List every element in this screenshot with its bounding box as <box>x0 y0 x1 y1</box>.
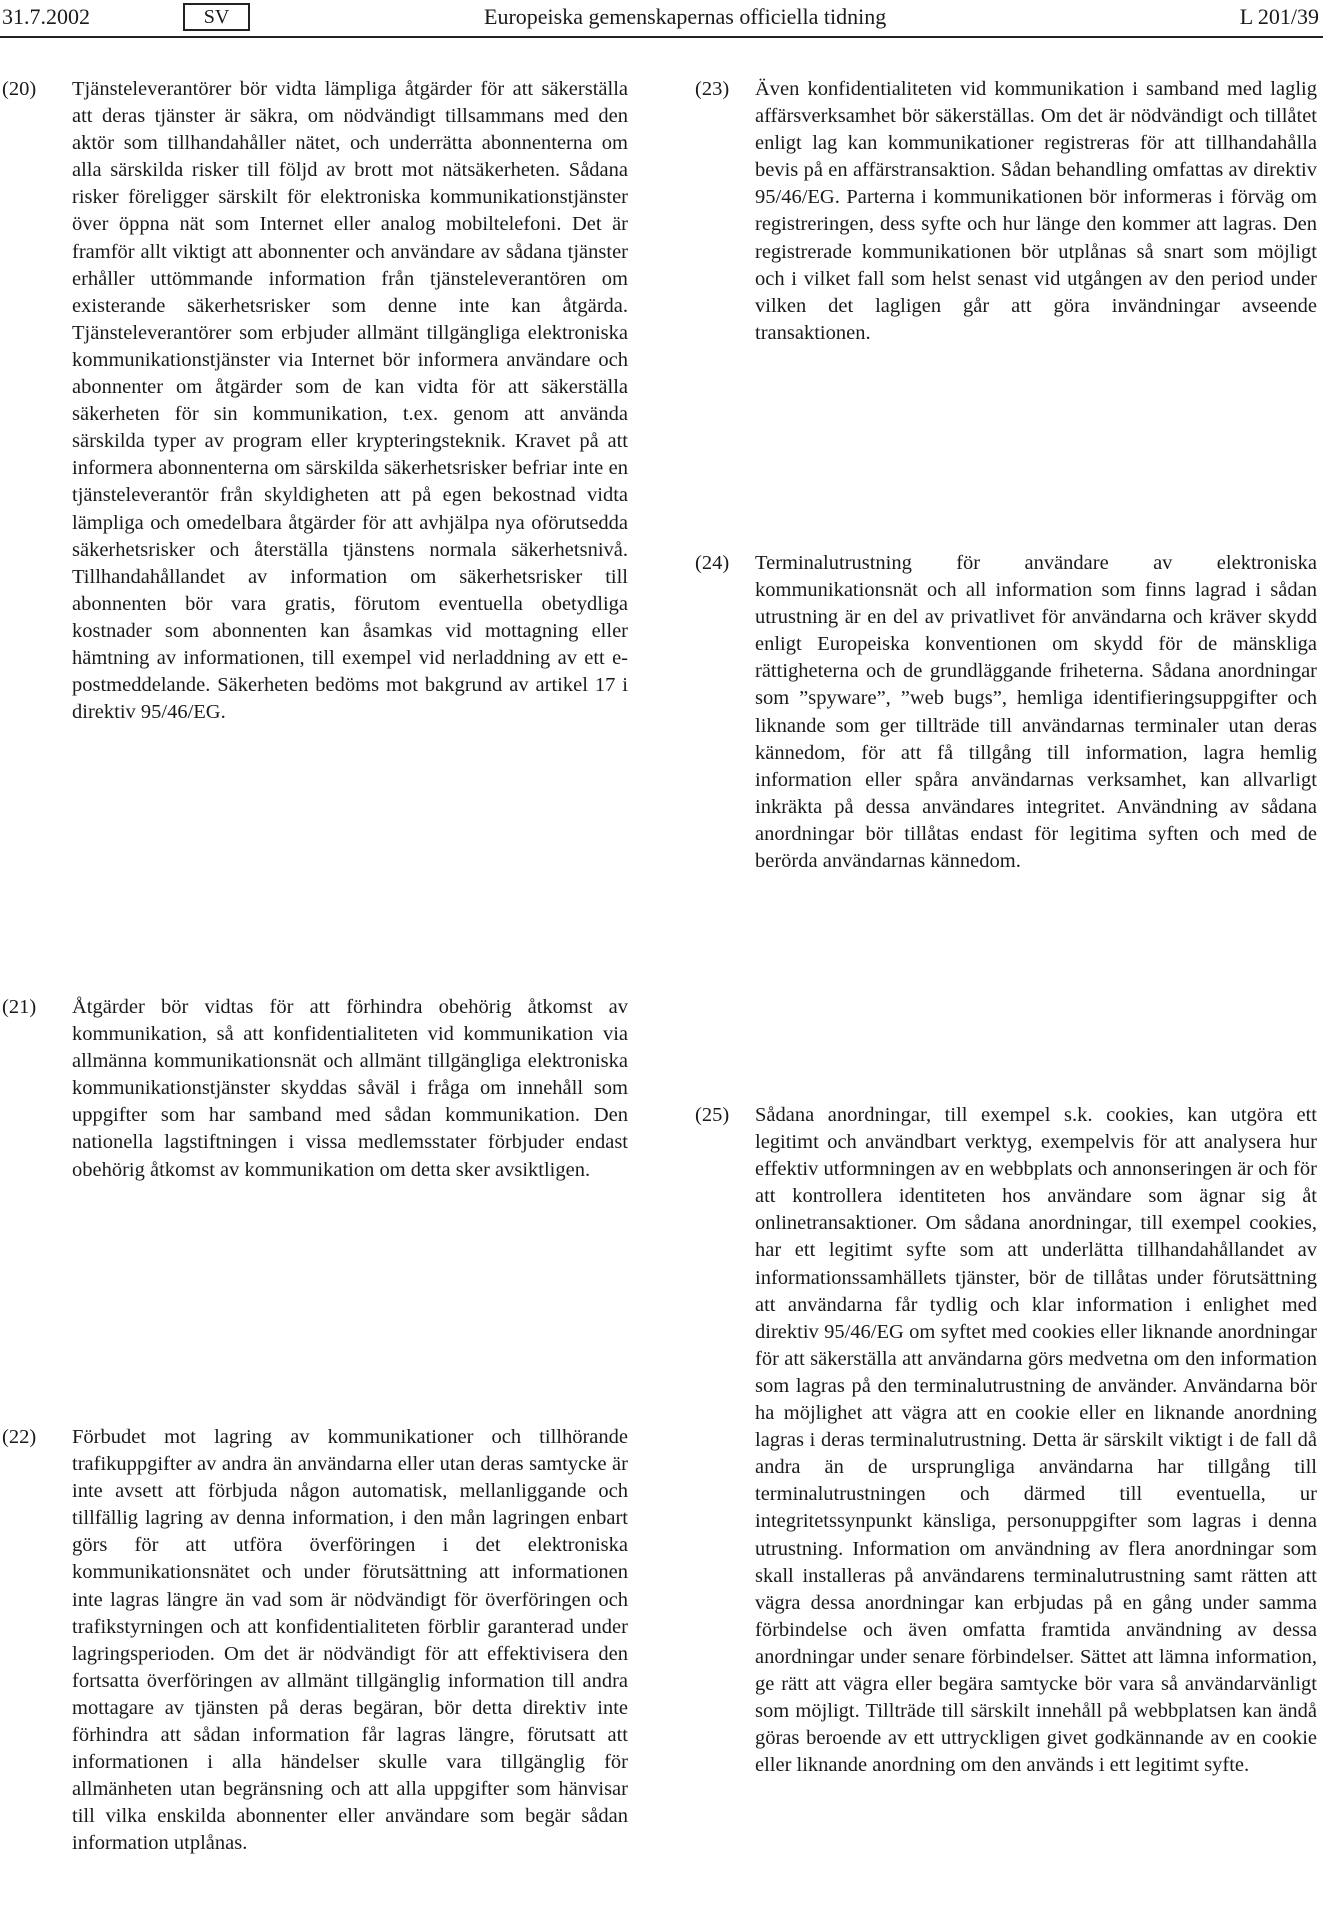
recital-text: Terminalutrustning för användare av elektroniska kommunikationsnät och all information som finns lagrad i sådan utrustning är en del av privatlivet för användarna och kräver skydd enligt Europeiska konventionen om skydd för de mänskliga rättigheterna och de grundläggande friheterna. Sådana anordningar som ”spyware”, ”web bugs”, hemliga identifieringsuppgifter och liknande som ger tillträde till användarnas terminaler utan deras kännedom, för att få tillgång till information, lagra hemlig information eller spåra användarnas verksamhet, kan allvarligt inkräkta på dessa användares integritet. Användning av sådana anordningar bör tillåtas endast för legitima syften och med de berörda användarnas kännedom. <box>755 552 1317 873</box>
recital-text: Åtgärder bör vidtas för att förhindra obehörig åtkomst av kommunikation, så att konfidentialiteten vid kommunikation via allmänna kommunikationsnät och allmänt tillgängliga elektroniska kommunikationstjänster skyddas såväl i fråga om innehåll som uppgifter som har samband med sådan kommunikation. Den nationella lagstiftningen i vissa medlemsstater förbjuder endast obehörig åtkomst av kommunikation om detta sker avsiktligen. <box>72 996 628 1181</box>
recital-number: (20) <box>2 78 37 100</box>
journal-header <box>0 0 1323 34</box>
publication-date: 31.7.2002 <box>2 4 90 29</box>
recital-text: Tjänsteleverantörer bör vidta lämpliga åtgärder för att säkerställa att deras tjänster är säkra, om nödvändigt tillsammans med den aktör som tillhandahåller nätet, och underrätta abonnenterna om alla särskilda risker till följd av brott mot nätsäkerheten. Sådana risker föreligger särskilt för elektroniska kommunikationstjänster över öppna nät som Internet eller analog mobiltelefoni. Det är framför allt viktigt att abonnenter och användare av sådana tjänster erhåller uttömmande information från tjänsteleverantören om existerande säkerhetsrisker som denne inte kan åtgärda. Tjänsteleverantörer som erbjuder allmänt tillgängliga elektroniska kommunikationstjänster via Internet bör informera användare och abonnenter om åtgärder som de kan vidta för att säkerställa säkerheten för sin kommunikation, t.ex. genom att använda särskilda typer av program eller krypteringsteknik. Kravet på att informera abonnenterna om särskilda säkerhetsrisker befriar inte en tjänsteleverantör från skyldigheten att på egen bekostnad vidta lämpliga och omedelbara åtgärder för att avhjälpa nya oförutsedda säkerhetsrisker och återställa tjänstens normala säkerhetsnivå. Tillhandahållandet av information om säkerhetsrisker till abonnenten bör vara gratis, förutom eventuella obetydliga kostnader som abonnenten kan åsamkas vid mottagning eller hämtning av informationen, till exempel vid nerladdning av ett e-postmeddelande. Säkerheten bedöms mot bakgrund av artikel 17 i direktiv 95/46/EG. <box>72 78 628 724</box>
recital-number: (21) <box>2 996 37 1018</box>
recital-number: (23) <box>695 78 730 100</box>
page-reference: L 201/39 <box>1239 4 1319 29</box>
recital-text: Sådana anordningar, till exempel s.k. cookies, kan utgöra ett legitimt och användbart verktyg, exempelvis för att analysera hur effektiv utformningen av en webbplats och annonseringen är och för att kontrollera identiteten hos användare som ägnar sig åt onlinetransaktioner. Om sådana anordningar, till exempel cookies, har ett legitimt syfte som att underlätta tillhandahållandet av informationssamhällets tjänster, bör de tillåtas under förutsättning att användarna får tydlig och klar information i enlighet med direktiv 95/46/EG om syftet med cookies eller liknande anordningar för att säkerställa att användarna görs medvetna om den information som lagras på den terminalutrustning de använder. Användarna bör ha möjlighet att vägra att en cookie eller en liknande anordning lagras i deras terminalutrustning. Detta är särskilt viktigt i de fall då andra än de ursprungliga användarna har tillgång till terminalutrustningen och därmed till eventuella, ur integritetssynpunkt känsliga, personuppgifter som lagras i denna utrustning. Information om användning av flera anordningar som skall installeras på användarens terminalutrustning samt rätten att vägra dessa anordningar kan erbjudas på en gång under samma förbindelse och även omfatta framtida användning av dessa anordningar under senare förbindelser. Sättet att lämna information, ge rätt att vägra eller begära samtycke bör vara så användarvänligt som möjligt. Tillträde till särskilt innehåll på webbplatsen kan ändå göras beroende av ett uttryckligen givet godkännande av en cookie eller liknande anordning om den används i ett legitimt syfte. <box>755 1104 1317 1777</box>
recital-number: (24) <box>695 552 730 574</box>
header-rule <box>0 36 1323 38</box>
language-code-box: SV <box>183 3 250 31</box>
journal-title: Europeiska gemenskapernas officiella tidning <box>484 4 887 29</box>
recital-text: Även konfidentialiteten vid kommunikation i samband med laglig affärsverksamhet bör säkerställas. Om det är nödvändigt och tillåtet enligt lag kan kommunikationer registreras för att tillhandahålla bevis på en affärstransaktion. Sådan behandling omfattas av direktiv 95/46/EG. Parterna i kommunikationen bör informeras i förväg om registreringen, dess syfte och hur länge den kommer att lagras. Den registrerade kommunikationen bör utplånas så snart som möjligt och i vilket fall som helst senast vid utgången av den period under vilken det lagligen går att göra invändningar avseende transaktionen. <box>755 78 1317 344</box>
recital-number: (22) <box>2 1426 37 1448</box>
recital-text: Förbudet mot lagring av kommunikationer och tillhörande trafikuppgifter av andra än användarna eller utan deras samtycke är inte avsett att förbjuda någon automatisk, mellanliggande och tillfällig lagring av denna information, i den mån lagringen enbart görs för att utföra överföringen i det elektroniska kommunikationsnätet och under förutsättning att informationen inte lagras längre än vad som är nödvändigt för överföringen och trafikstyrningen och att konfidentialiteten förblir garanterad under lagringsperioden. Om det är nödvändigt för att effektivisera den fortsatta överföringen av allmänt tillgänglig information till andra mottagare av tjänsten på deras begäran, bör detta direktiv inte förhindra att sådan information får lagras längre, förutsatt att informationen i alla händelser skulle vara tillgänglig för allmänheten utan begränsning och att alla uppgifter som hänvisar till vilka enskilda abonnenter eller användare som begär sådan information utplånas. <box>72 1426 628 1855</box>
recital-number: (25) <box>695 1104 730 1126</box>
